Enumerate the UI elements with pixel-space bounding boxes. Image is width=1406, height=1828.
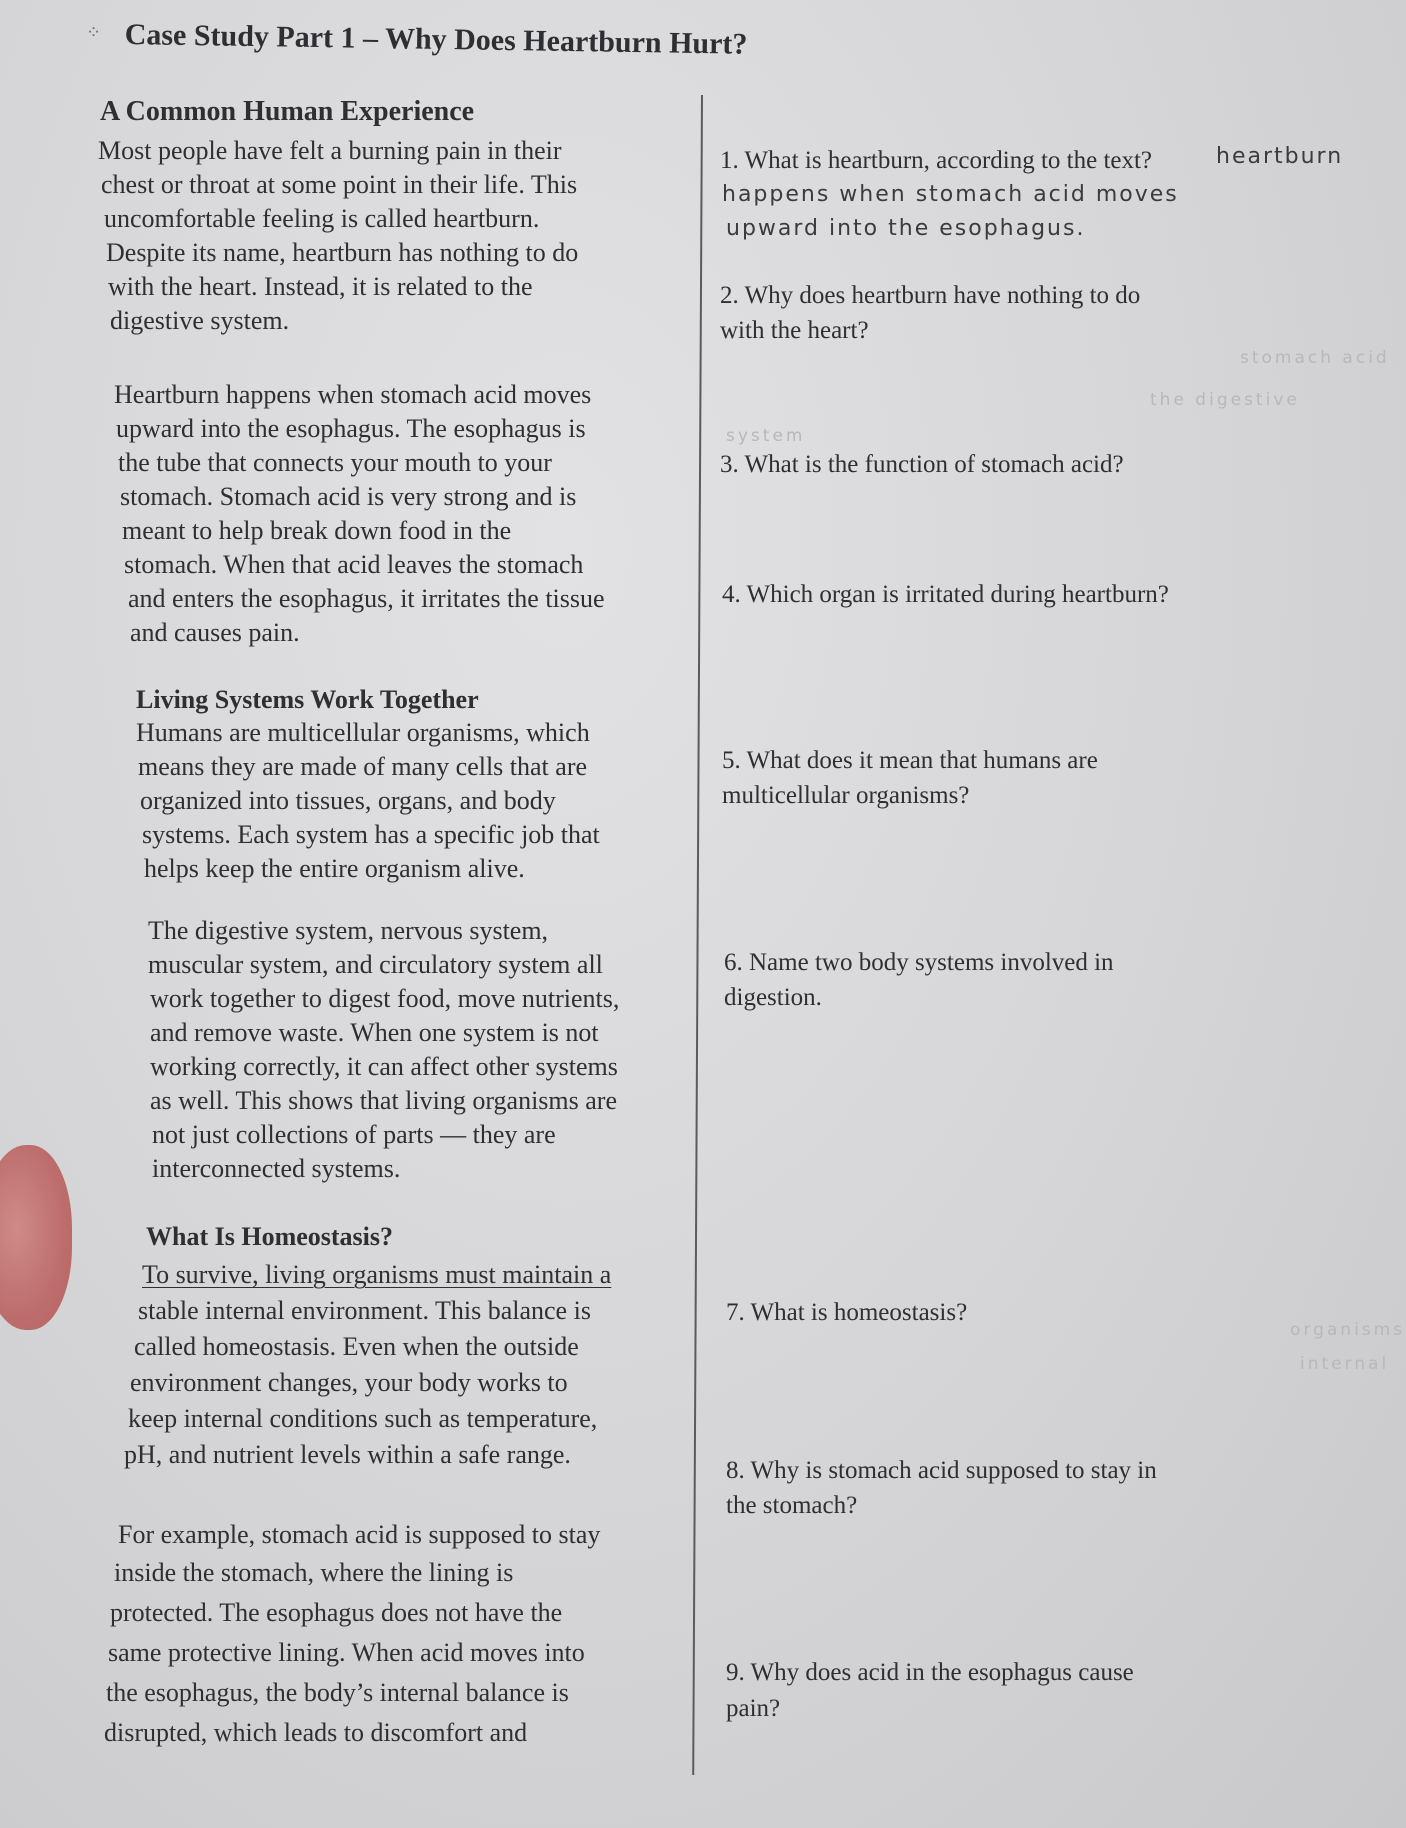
text-line: as well. This shows that living organisms are <box>150 1086 617 1115</box>
text-line: means they are made of many cells that are <box>138 752 588 781</box>
answer-handwriting[interactable]: upward into the esophagus. <box>726 216 1086 241</box>
question-text: 2. Why does heartburn have nothing to do <box>720 282 1141 309</box>
text-line: Most people have felt a burning pain in their <box>98 136 562 165</box>
text-line: interconnected systems. <box>152 1154 401 1183</box>
faint-handwriting: internal <box>1300 1354 1390 1374</box>
question-text: 7. What is homeostasis? <box>726 1299 968 1326</box>
text-line: protected. The esophagus does not have the <box>110 1598 563 1627</box>
heading-common-experience: A Common Human Experience <box>100 96 475 127</box>
question-text: pain? <box>726 1695 781 1722</box>
answer-handwriting[interactable]: happens when stomach acid moves <box>722 182 1179 207</box>
faint-handwriting: stomach acid <box>1240 348 1390 368</box>
question-text: 6. Name two body systems involved in <box>724 949 1114 976</box>
question-text: 9. Why does acid in the esophagus cause <box>726 1659 1134 1686</box>
text-line: keep internal conditions such as temperature, <box>128 1404 598 1433</box>
question-text: 1. What is heartburn, according to the text? <box>720 147 1153 174</box>
question-text: 5. What does it mean that humans are <box>722 747 1098 774</box>
text-line: Heartburn happens when stomach acid moves <box>114 380 592 409</box>
question-text: with the heart? <box>720 317 869 344</box>
text-line: upward into the esophagus. The esophagus is <box>116 414 586 443</box>
text-line: chest or throat at some point in their life. This <box>101 170 578 199</box>
faint-handwriting: organisms <box>1290 1320 1406 1340</box>
text-line: working correctly, it can affect other systems <box>150 1052 618 1081</box>
heading-living-systems: Living Systems Work Together <box>136 685 479 714</box>
faint-handwriting: system <box>726 426 806 446</box>
question-text: 8. Why is stomach acid supposed to stay in <box>726 1457 1157 1484</box>
page-title: Case Study Part 1 – Why Does Heartburn Hurt? <box>124 18 748 61</box>
text-line: the esophagus, the body’s internal balance is <box>106 1678 569 1707</box>
text-line: meant to help break down food in the <box>122 516 512 545</box>
text-line: For example, stomach acid is supposed to stay <box>118 1520 601 1549</box>
text-line: and remove waste. When one system is not <box>150 1018 599 1047</box>
text-line: not just collections of parts — they are <box>152 1120 556 1149</box>
text-line: and enters the esophagus, it irritates the tissue <box>128 584 605 613</box>
text-line: uncomfortable feeling is called heartburn. <box>104 204 540 233</box>
text-line: environment changes, your body works to <box>130 1368 568 1397</box>
text-line: The digestive system, nervous system, <box>148 916 549 945</box>
text-line: To survive, living organisms must maintain a <box>142 1260 612 1289</box>
text-line: systems. Each system has a specific job that <box>142 820 600 849</box>
text-line: with the heart. Instead, it is related to the <box>108 272 533 301</box>
text-line: called homeostasis. Even when the outside <box>134 1332 579 1361</box>
question-text: 3. What is the function of stomach acid? <box>720 451 1124 478</box>
text-line: organized into tissues, organs, and body <box>140 786 556 815</box>
text-line: disrupted, which leads to discomfort and <box>104 1718 528 1747</box>
answer-handwriting[interactable]: heartburn <box>1216 144 1344 169</box>
text-line: inside the stomach, where the lining is <box>114 1558 514 1587</box>
corner-mark: ⁘ <box>86 22 102 43</box>
text-line: digestive system. <box>110 306 290 335</box>
text-line: stomach. When that acid leaves the stomach <box>124 550 584 579</box>
text-line: stable internal environment. This balance is <box>138 1296 591 1325</box>
text-line: same protective lining. When acid moves into <box>108 1638 585 1667</box>
heading-homeostasis: What Is Homeostasis? <box>146 1222 394 1251</box>
question-text: multicellular organisms? <box>722 782 970 809</box>
text-line: the tube that connects your mouth to your <box>118 448 552 477</box>
text-line: pH, and nutrient levels within a safe range. <box>124 1440 571 1469</box>
faint-handwriting: the digestive <box>1150 390 1300 410</box>
text-line: work together to digest food, move nutrients, <box>150 984 620 1013</box>
text-line: helps keep the entire organism alive. <box>144 854 525 883</box>
question-text: the stomach? <box>726 1492 858 1519</box>
question-text: digestion. <box>724 984 822 1011</box>
text-line: Despite its name, heartburn has nothing to do <box>106 238 579 267</box>
text-line: and causes pain. <box>130 618 300 647</box>
text-line: muscular system, and circulatory system all <box>148 950 603 979</box>
text-line: stomach. Stomach acid is very strong and is <box>120 482 577 511</box>
question-text: 4. Which organ is irritated during heartburn? <box>722 581 1169 608</box>
thumb <box>0 1145 72 1330</box>
text-line: Humans are multicellular organisms, which <box>136 718 590 747</box>
